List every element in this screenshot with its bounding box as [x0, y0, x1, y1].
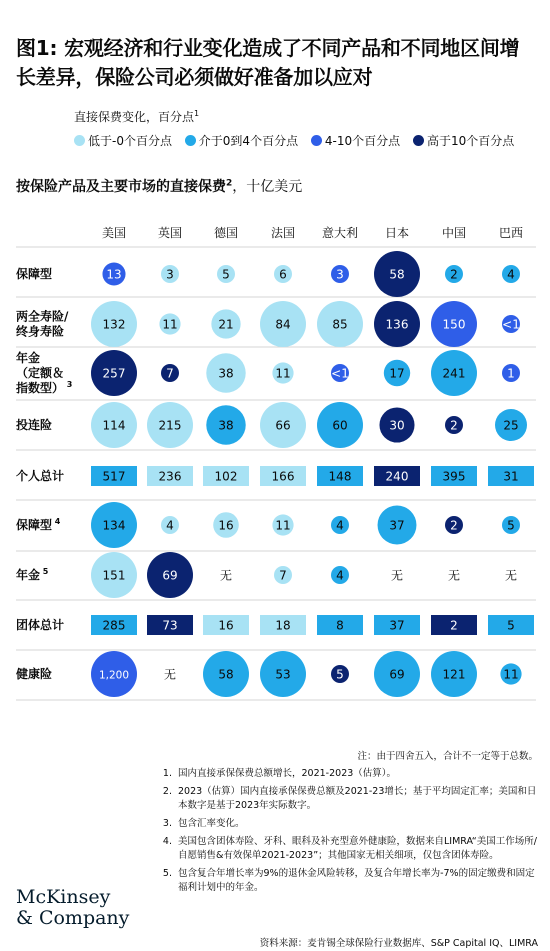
value-label: 257	[102, 366, 126, 381]
value-label: 66	[275, 418, 291, 433]
value-label: 16	[218, 618, 234, 633]
value-label: 37	[389, 618, 405, 633]
row-label: 个人总计	[16, 469, 65, 483]
value-label: 114	[102, 418, 126, 433]
value-label: 4	[507, 267, 515, 282]
value-label: 285	[102, 618, 126, 633]
footnote	[68, 767, 538, 781]
legend-title-text: 直接保费变化，百分点	[74, 110, 195, 124]
value-label: 31	[503, 469, 519, 484]
row-label: 健康险	[16, 667, 53, 681]
subtitle-unit: ，十亿美元	[232, 179, 303, 195]
source-note: 资料来源：麦肯锡全球保险行业数据库、S&P Capital IQ、LIMRA	[259, 938, 538, 949]
value-label: 58	[218, 667, 234, 682]
value-label: 132	[102, 317, 126, 332]
footnote-text: 美国包含团体寿险、牙科、眼科及补充型意外健康险，数据来自LIMRA“美国工作场所/自愿销售&有效保单2021-2023”；其他国家无相关细项，仅包含团体寿险。	[178, 836, 537, 861]
value-label: 25	[503, 418, 519, 433]
value-label: 4	[336, 518, 344, 533]
value-label: 30	[389, 418, 405, 433]
value-label: 150	[442, 317, 466, 332]
value-label: 无	[219, 568, 233, 583]
column-header: 巴西	[498, 226, 524, 240]
value-label: 38	[218, 418, 234, 433]
footnote	[68, 817, 538, 831]
value-label: 134	[102, 518, 126, 533]
value-label: 无	[504, 568, 518, 583]
footnote-num: 4.	[162, 836, 172, 847]
value-label: <1	[502, 317, 520, 332]
legend-label: 4-10个百分点	[324, 134, 401, 148]
value-label: 148	[328, 469, 352, 484]
footnote-text: 国内直接承保保费总额增长，2021-2023（估算）。	[178, 768, 397, 779]
value-label: 58	[389, 267, 405, 282]
legend-title	[74, 108, 199, 125]
footnote	[68, 867, 538, 895]
row-label: 团体总计	[16, 618, 65, 632]
legend-title-sup: 1	[194, 109, 200, 118]
value-label: 215	[158, 418, 182, 433]
value-label: 53	[275, 667, 291, 682]
column-header: 德国	[213, 226, 239, 240]
row-label: 年金	[16, 351, 41, 365]
column-header: 意大利	[321, 226, 359, 240]
value-label: 5	[222, 267, 230, 282]
column-header: 中国	[441, 226, 467, 240]
value-label: 69	[389, 667, 405, 682]
value-label: 84	[275, 317, 291, 332]
value-label: 11	[503, 667, 519, 682]
value-label: 18	[275, 618, 291, 633]
footnote-text: 2023（估算）国内直接承保保费总额及2021-23增长；基于平均固定汇率；美国和日本数字是基于2023年实际数字。	[178, 786, 537, 811]
column-header: 英国	[157, 226, 183, 240]
row-label: 投连险	[16, 418, 53, 432]
value-label: 37	[389, 518, 405, 533]
column-header: 法国	[270, 226, 296, 240]
value-label: 4	[166, 518, 174, 533]
value-label: 241	[442, 366, 466, 381]
legend-swatch	[74, 135, 85, 146]
column-header: 美国	[101, 226, 127, 240]
legend-label: 高于10个百分点	[426, 134, 515, 148]
value-label: 3	[336, 267, 344, 282]
value-label: 21	[218, 317, 234, 332]
value-label: 4	[336, 568, 344, 583]
footnote-num: 1.	[162, 768, 172, 779]
value-label: 5	[507, 618, 515, 633]
value-label: 69	[162, 568, 178, 583]
row-label: 保障型	[16, 267, 53, 281]
value-label: 166	[271, 469, 295, 484]
value-label: 3	[166, 267, 174, 282]
value-label: 6	[279, 267, 287, 282]
value-label: 11	[162, 317, 178, 332]
value-label: 2	[450, 518, 458, 533]
footnote	[68, 785, 538, 813]
legend-label: 低于-0个百分点	[88, 134, 172, 148]
row-label: 终身寿险	[16, 324, 65, 339]
subtitle-main: 按保险产品及主要市场的直接保费	[16, 179, 226, 195]
row-label-sup: 4	[52, 517, 61, 526]
row-label-sup: 5	[40, 567, 49, 576]
value-label: 60	[332, 418, 348, 433]
row-label: 两全寿险/	[16, 309, 69, 324]
value-label: 395	[442, 469, 466, 484]
value-label: 85	[332, 317, 348, 332]
footnote	[68, 835, 538, 863]
value-label: 11	[275, 518, 291, 533]
value-label: 13	[106, 267, 122, 282]
value-label: 240	[385, 469, 409, 484]
mckinsey-logo	[16, 887, 129, 929]
value-label: 5	[507, 518, 515, 533]
footnote-text: 包含汇率变化。	[178, 818, 245, 829]
legend-swatch	[185, 135, 196, 146]
legend-item	[74, 132, 172, 149]
legend-swatch	[413, 135, 424, 146]
value-label: 517	[102, 469, 126, 484]
row-label: 保障型 $^4$	[16, 517, 61, 532]
value-label: 1,200	[98, 669, 130, 682]
logo-line: & Company	[16, 907, 130, 929]
value-label: 236	[158, 469, 182, 484]
value-label: 38	[218, 366, 234, 381]
legend-swatch	[311, 135, 322, 146]
footnotes	[68, 750, 538, 899]
value-label: 7	[166, 366, 174, 381]
footnote-num: 2.	[162, 786, 172, 797]
value-label: 11	[275, 366, 291, 381]
chart-subtitle	[16, 176, 302, 196]
legend-item	[185, 132, 298, 149]
value-label: 无	[163, 667, 177, 682]
value-label: 8	[336, 618, 344, 633]
value-label: 1	[507, 366, 515, 381]
value-label: 73	[162, 618, 178, 633]
value-label: 102	[214, 469, 238, 484]
footnote-num: 3.	[162, 818, 172, 829]
value-label: <1	[331, 366, 349, 381]
subtitle-sup: 2	[226, 178, 233, 189]
footnote-text: 包含复合年增长率为9%的退休金风险转移，及复合年增长率为-7%的固定缴费和固定福利计划中的年金。	[178, 868, 535, 893]
value-label: 2	[450, 418, 458, 433]
value-label: 2	[450, 267, 458, 282]
value-label: 151	[102, 568, 126, 583]
value-label: 136	[385, 317, 409, 332]
row-label-sup: 3	[64, 380, 73, 389]
value-label: 无	[390, 568, 404, 583]
legend-label: 介于0到4个百分点	[198, 134, 299, 148]
value-label: 7	[279, 568, 287, 583]
column-header: 日本	[384, 226, 410, 240]
value-label: 2	[450, 618, 458, 633]
value-label: 无	[447, 568, 461, 583]
row-label: 年金 $^5$	[16, 567, 49, 582]
value-label: 121	[442, 667, 466, 682]
logo-line: McKinsey	[16, 886, 111, 908]
footnote-main: 注：由于四舍五入，合计不一定等于总数。	[357, 751, 538, 762]
footnote-num: 5.	[162, 868, 172, 879]
value-label: 5	[336, 667, 344, 682]
legend	[74, 132, 523, 149]
figure-title: 图1: 宏观经济和行业变化造成了不同产品和不同地区间增长差异，保险公司必须做好准备加以应对	[16, 36, 520, 89]
bubble-table-chart	[0, 200, 550, 710]
legend-item	[311, 132, 400, 149]
value-label: 17	[389, 366, 405, 381]
legend-item	[413, 132, 514, 149]
value-label: 16	[218, 518, 234, 533]
row-label: 指数型） $^3$	[16, 380, 73, 395]
row-label: （定额＆	[16, 366, 65, 380]
